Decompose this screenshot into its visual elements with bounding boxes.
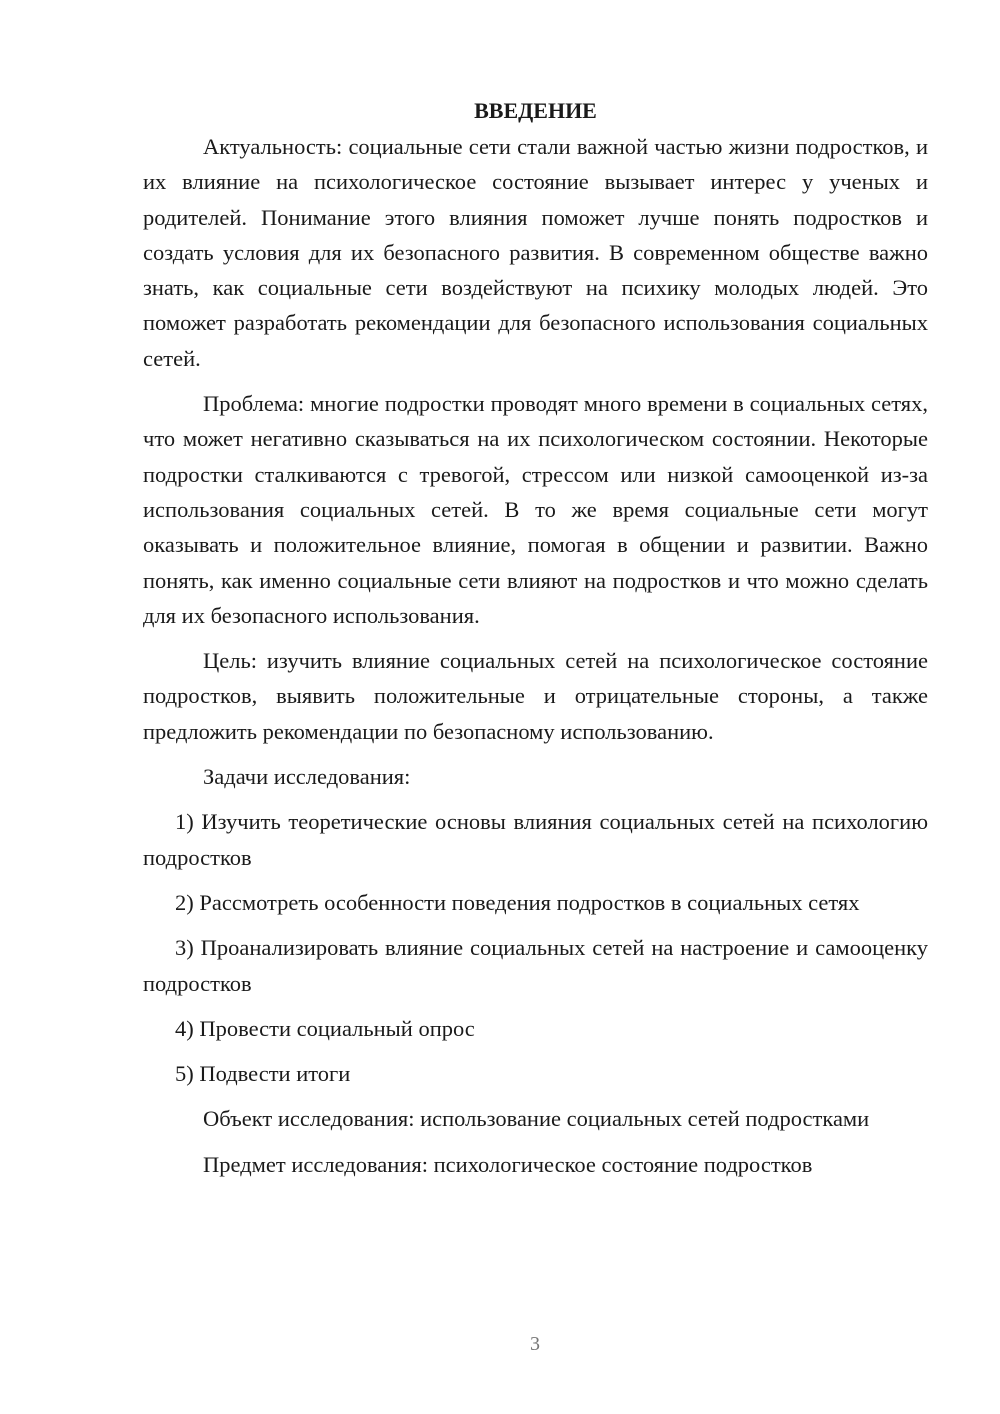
object-paragraph: Объект исследования: использование социальных сетей подростками xyxy=(203,1106,870,1132)
problem-paragraph: Проблема: многие подростки проводят много времени в социальных сетях, что может негативно сказываться на их психологическом состоянии. Некоторые подростки сталкиваются с тревогой, стрессом или низкой самооценкой из-за использования социальных сетей. В то же время социальные сети могут оказывать и положительное влияние, помогая в общении и развитии. Важно понять, как именно социальные сети влияют на подростков и что можно сделать для их безопасного использования. xyxy=(143,391,928,628)
task-item: 1) Изучить теоретические основы влияния социальных сетей на психологию подростков xyxy=(143,809,928,870)
section-heading: ВВЕДЕНИЕ xyxy=(474,98,597,123)
page-content xyxy=(143,95,928,1182)
task-item: 4) Провести социальный опрос xyxy=(175,1015,475,1041)
task-item: 2) Рассмотреть особенности поведения подростков в социальных сетях xyxy=(175,889,860,915)
subject-paragraph: Предмет исследования: психологическое состояние подростков xyxy=(203,1151,813,1177)
goal-paragraph: Цель: изучить влияние социальных сетей на психологическое состояние подростков, выявить положительные и отрицательные стороны, а также предложить рекомендации по безопасному использованию. xyxy=(143,648,928,744)
tasks-heading: Задачи исследования: xyxy=(203,764,411,790)
page-number: 3 xyxy=(530,1333,540,1355)
task-item: 3) Проанализировать влияние социальных сетей на настроение и самооценку подростков xyxy=(143,935,928,996)
task-item: 5) Подвести итоги xyxy=(175,1061,351,1087)
relevance-paragraph: Актуальность: социальные сети стали важной частью жизни подростков, и их влияние на психологическое состояние вызывает интерес у ученых и родителей. Понимание этого влияния поможет лучше понять подростков и создать условия для их безопасного развития. В современном обществе важно знать, как социальные сети воздействуют на психику молодых людей. Это поможет разработать рекомендации для безопасного использования социальных сетей. xyxy=(143,134,928,371)
